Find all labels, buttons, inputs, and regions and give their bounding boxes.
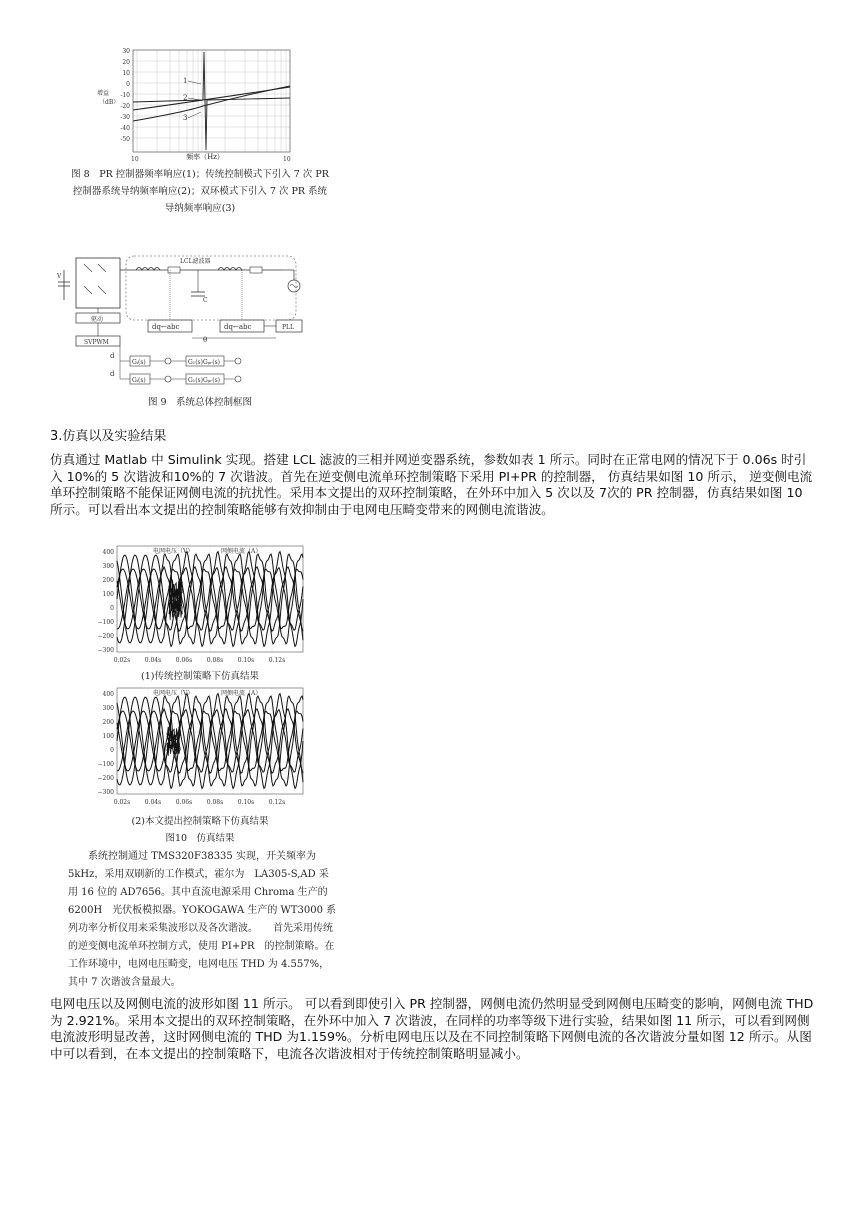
fig8-ytick: 30: [122, 48, 130, 55]
svg-text:V: V: [57, 273, 62, 280]
fig10-ytick: 300: [102, 563, 114, 570]
fig9-theta: θ: [203, 336, 208, 344]
fig9-diagram: [58, 250, 318, 390]
fig10-xtick: 0.02s: [113, 799, 131, 806]
fig8-xtick: 10: [131, 156, 139, 163]
figure-9: [58, 250, 318, 390]
fig9-caption: 图 9 系统总体控制框图: [147, 397, 253, 408]
fig10-xtick: 0.04s: [144, 657, 162, 664]
fig8-xlabel: 频率（Hz）: [186, 153, 224, 161]
fig10-ytick: 0: [110, 605, 114, 612]
fig8-xtick: 10: [283, 156, 291, 163]
figure-8: [95, 40, 305, 165]
fig10-xtick: 0.06s: [175, 657, 193, 664]
paragraph-2: 电网电压以及网侧电流的波形如图 11 所示。 可以看到即使引入 PR 控制器，网侧电流仍然明显受到网侧电压畸变的影响，网侧电流 THD 为 2.921%。采用本文提出的双环控制策略，在外环中加入 7 次谐波，在同样的功率等级下进行实验，结果如图 11 所示，可以看到网侧电流波形明显改善，这时网侧电流的 THD 为1.159%。分析电网电压以及在不同控制策略下网侧电流的各次谐波分量如图 12 所示。从图中可以看到，在本文提出的控制策略下，电流各次谐波相对于传统控制策略明显减小。: [50, 996, 814, 1061]
fig10-xtick: 0.12s: [268, 799, 286, 806]
fig10-sub1: (1)传统控制策略下仿真结果: [141, 671, 259, 682]
fig10-xtick: 0.06s: [175, 799, 193, 806]
fig10-xtick: 0.08s: [206, 657, 224, 664]
fig8-curve-1: [133, 52, 290, 150]
fig10-caption: 图10 仿真结果: [165, 833, 235, 844]
fig10-ytick: 200: [102, 577, 114, 584]
experiment-paragraph: 系统控制通过 TMS320F38335 实现，开关频率为 5kHz，采用双刷新的工作模式，霍尔为 LA305-S,AD 采用 16 位的 AD7656。其中直流电源采用 Chroma 生产的 6200H 光伏板模拟器。YOKOGAWA 生产的 WT3000 系列功率分析仪用来采集波形以及各次谐波。 首先采用传统的逆变侧电流单环控制方式，使用 PI+PR 的控制策略。在工作环境中，电网电压畸变，电网电压 THD 为 4.557%，其中 7 次谐波含量最大。: [68, 851, 338, 988]
fig10-ytick: 200: [102, 719, 114, 726]
fig9-dq-1: dq←abc: [152, 323, 180, 331]
fig8-caption-line: 图 8 PR 控制器频率响应(1)；传统控制模式下引入 7 次 PR: [71, 169, 329, 180]
fig10-xtick: 0.04s: [144, 799, 162, 806]
fig8-caption: [40, 166, 360, 217]
fig8-curve-label-2: 2: [183, 94, 188, 102]
fig10-ytick: −200: [97, 633, 114, 640]
fig9-pll-label: PLL: [282, 324, 295, 331]
fig10-ytick: −100: [97, 761, 114, 768]
fig10-legend-v2: 电网电压（V）: [153, 690, 194, 697]
fig8-plot: [95, 40, 305, 165]
fig8-curve-label-1: 1: [183, 77, 188, 85]
fig10-ytick: 400: [102, 691, 114, 698]
fig9-c-label: C: [203, 297, 208, 304]
fig10-plot-1: [95, 540, 310, 670]
fig10-xtick: 0.10s: [237, 657, 255, 664]
fig10-ytick: 400: [102, 549, 114, 556]
svg-text:Gᵢ(s): Gᵢ(s): [132, 377, 146, 384]
fig9-dq-2: dq←abc: [224, 323, 252, 331]
fig10-legend-i1: 网侧电流（A）: [221, 548, 262, 555]
fig10-ytick: −100: [97, 619, 114, 626]
svg-text:（dB）: （dB）: [99, 99, 120, 106]
fig8-ytick: -50: [120, 136, 130, 143]
fig9-drive-label: 驱动: [91, 316, 104, 323]
fig10-xtick: 0.08s: [206, 799, 224, 806]
fig8-ytick: -30: [120, 114, 130, 121]
svg-text:G₁(s)Gₚᵣ(s): G₁(s)Gₚᵣ(s): [188, 359, 220, 366]
fig8-ylabel: 增益: [97, 90, 110, 97]
fig10-xtick: 0.10s: [237, 799, 255, 806]
figure-10-top: [95, 540, 310, 670]
fig10-plot-2: [95, 682, 310, 812]
fig8-ytick: 20: [122, 59, 130, 66]
fig10-sub2: (2)本文提出控制策略下仿真结果: [131, 816, 269, 827]
svg-text:d: d: [110, 370, 115, 378]
svg-text:G₁(s)Gₚᵣ(s): G₁(s)Gₚᵣ(s): [188, 377, 220, 384]
fig8-curve-label-3: 3: [183, 114, 188, 122]
fig10-ytick: −300: [97, 789, 114, 796]
fig9-gi-label: Gᵢ(s): [132, 359, 146, 366]
fig10-legend-i2: 网侧电流（A）: [221, 690, 262, 697]
section-title: 3.仿真以及实验结果: [50, 429, 167, 444]
fig8-caption-line: 导纳频率响应(3): [164, 203, 236, 214]
fig10-xtick: 0.02s: [113, 657, 131, 664]
fig10-ytick: 100: [102, 591, 114, 598]
fig9-svpwm-label: SVPWM: [84, 339, 109, 346]
paragraph-1: 仿真通过 Matlab 中 Simulink 实现。搭建 LCL 滤波的三相并网逆变器系统，参数如表 1 所示。同时在正常电网的情况下于 0.06s 时引入 10%的 5 次谐波和10%的 7 次谐波。首先在逆变侧电流单环控制策略下采用 PI+PR 的控制器， 仿真结果如图 10 所示， 逆变侧电流单环控制策略不能保证网侧电流的抗扰性。采用本文提出的双环控制策略，在外环中加入 5 次以及 7次的 PR 控制器，仿真结果如图 10 所示。可以看出本文提出的控制策略能够有效抑制由于电网电压畸变带来的网侧电流谐波。: [50, 452, 813, 517]
fig10-ytick: 100: [102, 733, 114, 740]
fig8-ytick: 10: [122, 70, 130, 77]
fig8-ytick: -10: [120, 92, 130, 99]
fig10-xtick: 0.12s: [268, 657, 286, 664]
fig10-ytick: −200: [97, 775, 114, 782]
fig10-ytick: −300: [97, 647, 114, 654]
fig8-ytick: -20: [120, 103, 130, 110]
fig9-lcl-label: LCL滤波器: [180, 258, 211, 265]
fig10-ytick: 0: [110, 747, 114, 754]
fig10-transient: [169, 579, 182, 620]
fig8-ytick: 0: [126, 81, 130, 88]
fig8-caption-line: 控制器系统导纳频率响应(2)；双环模式下引入 7 次 PR 系统: [72, 186, 328, 197]
fig8-ytick: -40: [120, 125, 130, 132]
svg-text:d: d: [110, 352, 115, 360]
fig10-legend-v1: 电网电压（V）: [153, 548, 194, 555]
fig10-ytick: 300: [102, 705, 114, 712]
figure-10-bottom: [95, 682, 310, 812]
